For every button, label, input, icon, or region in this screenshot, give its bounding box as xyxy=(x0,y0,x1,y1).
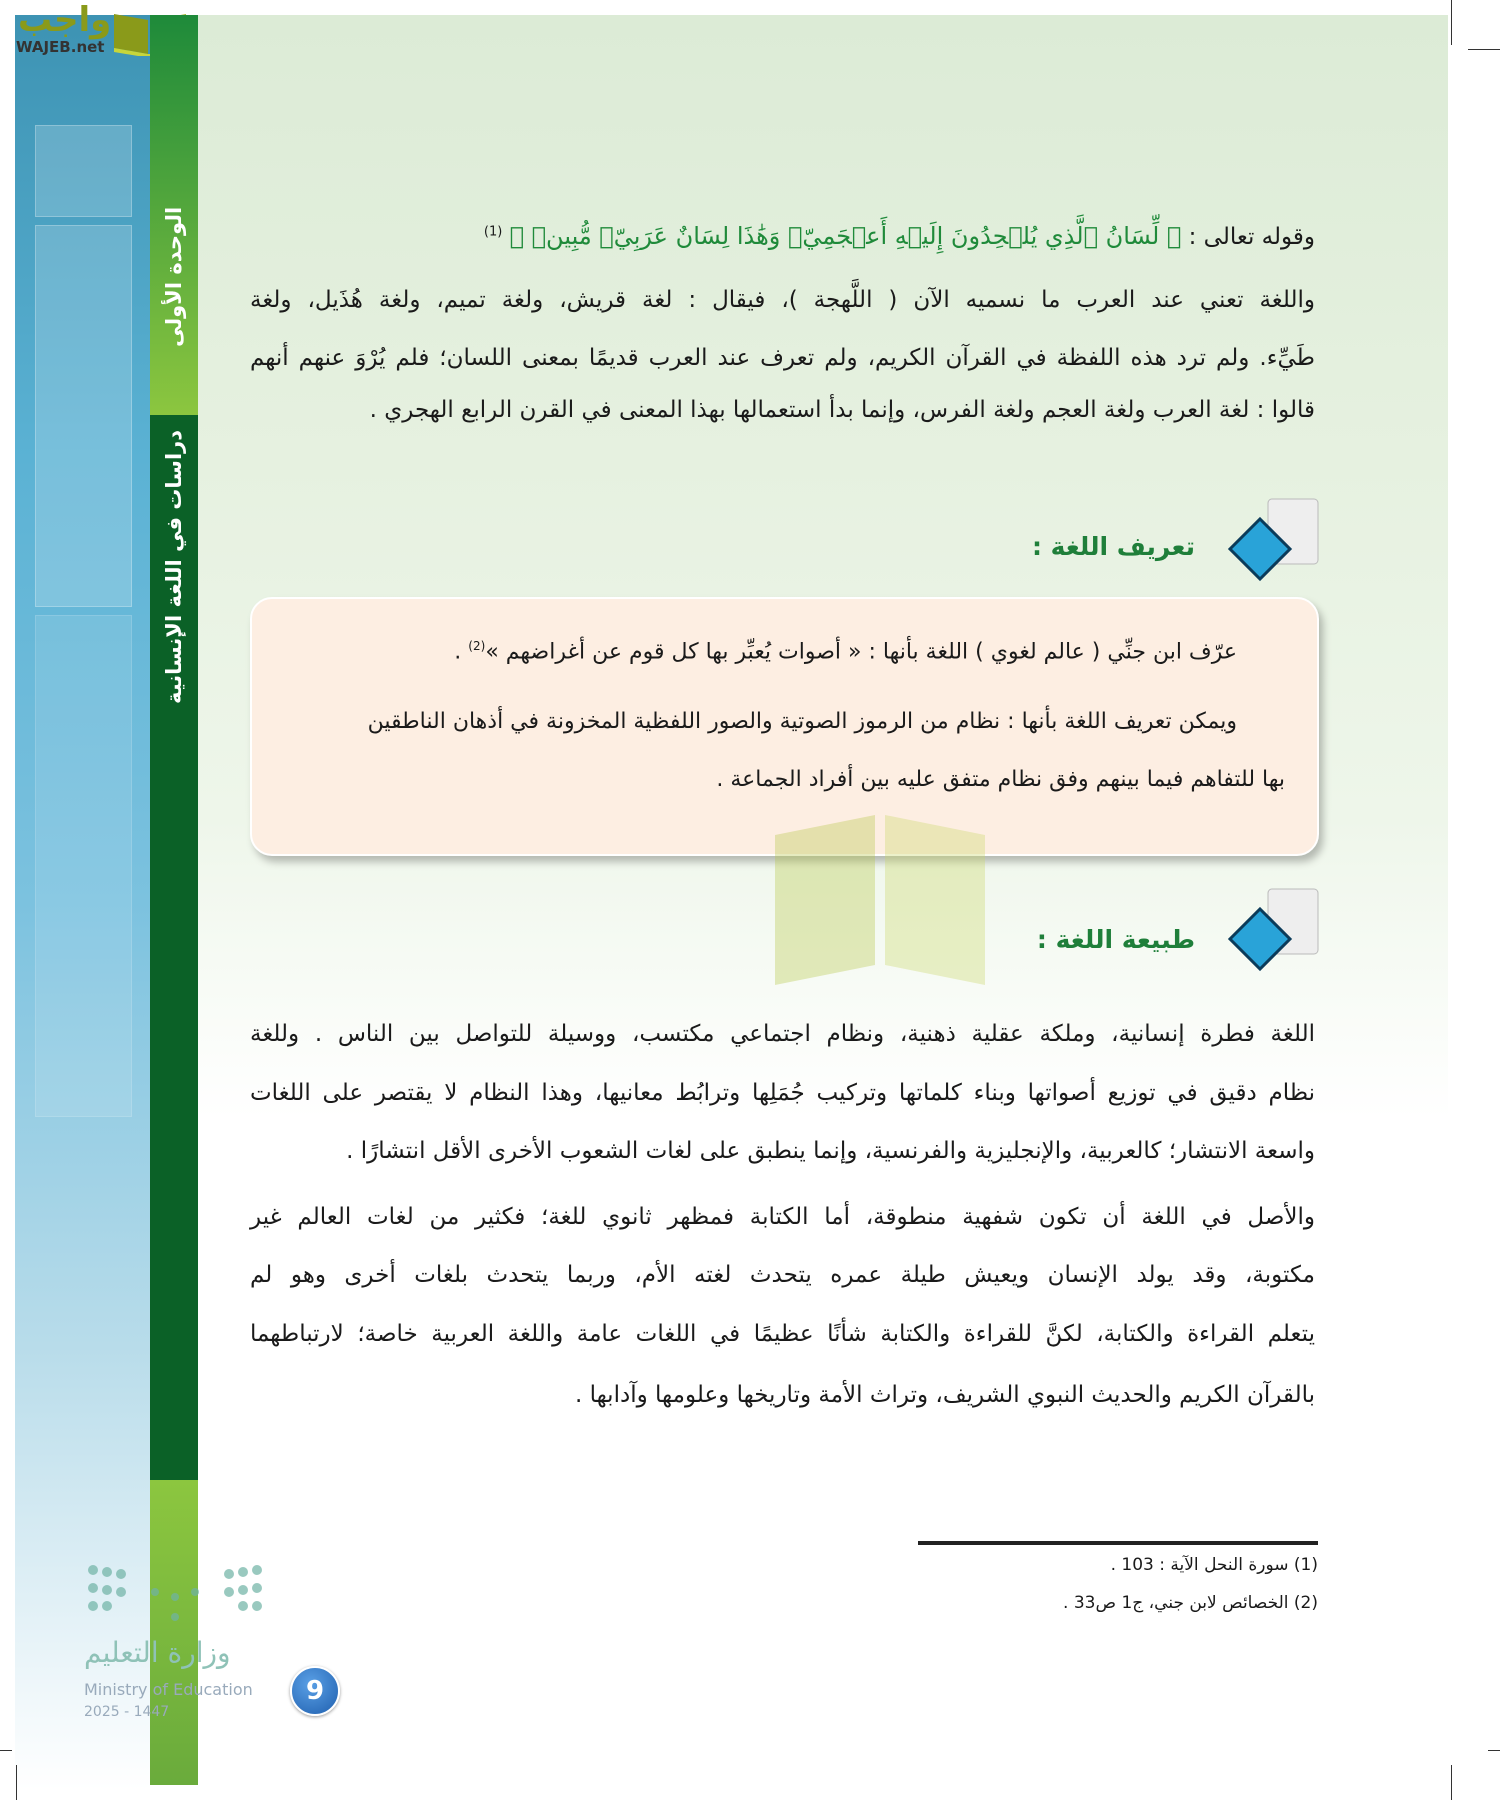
ministry-year: 2025 - 1447 xyxy=(84,1704,170,1720)
crop-mark xyxy=(1468,49,1500,50)
crop-mark xyxy=(1488,1750,1500,1751)
crop-mark xyxy=(1451,0,1452,45)
ministry-name-ar: وزارة التعليم xyxy=(84,1636,231,1669)
wajeb-watermark xyxy=(505,815,1005,990)
minaret-balcony xyxy=(35,125,132,217)
unit-label: الوحدة الأولى xyxy=(162,206,186,347)
logo-latin: WAJEB.net xyxy=(16,38,105,56)
footnote: (1) سورة النحل الآية : 103 . xyxy=(1110,1555,1318,1575)
crop-mark xyxy=(16,1765,17,1800)
nature-line: اللغة فطرة إنسانية، وملكة عقلية ذهنية، ونظام اجتماعي مكتسب، ووسيلة للتواصل بين الناس . وللغة xyxy=(250,1021,1315,1047)
nature-line: يتعلم القراءة والكتابة، لكنَّ للقراءة والكتابة شأنًا عظيمًا في اللغات عامة واللغة العربية خاصة؛ لارتباطهما xyxy=(250,1321,1315,1347)
section-diamond-icon xyxy=(1228,887,1323,982)
strip-bottom xyxy=(150,1480,198,1785)
logo-arabic: واجب xyxy=(18,0,112,40)
watermark-book-icon xyxy=(505,815,1005,990)
ayah-line xyxy=(250,222,1315,250)
definition-line: بها للتفاهم فيما بينهم وفق نظام متفق عليه بين أفراد الجماعة . xyxy=(716,767,1285,792)
nature-line: واسعة الانتشار؛ كالعربية، والإنجليزية والفرنسية، وإنما ينطبق على لغات الشعوب الأخرى الأقل انتشارًا . xyxy=(346,1138,1315,1164)
intro-line: قالوا : لغة العرب ولغة العجم ولغة الفرس، وإنما بدأ استعمالها بهذا المعنى في القرن الرابع الهجري . xyxy=(369,397,1315,423)
nature-line: نظام دقيق في توزيع أصواتها وبناء كلماتها وتركيب جُمَلِها وترابُط معانيها، وهذا النظام لا يقتصر على اللغات xyxy=(250,1080,1315,1106)
definition-line: عرّف ابن جنِّي ( عالم لغوي ) اللغة بأنها : « أصوات يُعبِّر بها كل قوم عن أغراضهم »$^{(2)}$ . xyxy=(454,639,1237,665)
crop-mark xyxy=(1451,1765,1452,1800)
quran-verse: ﴿ لِّسَانُ ٱلَّذِي يُلۡحِدُونَ إِلَيۡهِ أَعۡجَمِيّٞ وَهَٰذَا لِسَانٌ عَرَبِيّٞ مُّبِينٞ ﴾ xyxy=(509,222,1182,250)
ministry-logo-dots xyxy=(85,1562,265,1627)
definition-line: ويمكن تعريف اللغة بأنها : نظام من الرموز الصوتية والصور اللفظية المخزونة في أذهان الناطقين xyxy=(367,709,1237,734)
section-diamond-icon xyxy=(1228,497,1323,592)
definition-heading: تعريف اللغة : xyxy=(1031,532,1195,561)
footnote-ref[interactable]: (1) xyxy=(483,224,503,240)
footnote-ref[interactable]: (2) xyxy=(468,639,486,653)
crop-mark xyxy=(0,1750,12,1751)
ayah-prefix: وقوله تعالى : xyxy=(1188,224,1315,250)
nature-line: مكتوبة، وقد يولد الإنسان ويعيش طيلة عمره يتحدث لغته الأم، وربما يتحدث بلغات أخرى وهو لم xyxy=(250,1262,1315,1288)
definition-text: عرّف ابن جنِّي ( عالم لغوي ) اللغة بأنها : « أصوات يُعبِّر بها كل قوم عن أغراضهم » xyxy=(485,639,1237,665)
nature-line: والأصل في اللغة أن تكون شفهية منطوقة، أما الكتابة فمظهر ثانوي للغة؛ فكثير من لغات العالم غير xyxy=(250,1204,1315,1230)
subject-label: دراسات في اللغة الإنسانية xyxy=(162,429,186,705)
footnote: (2) الخصائص لابن جني، ج1 ص33 . xyxy=(1063,1593,1318,1613)
intro-line: طَيِّء. ولم ترد هذه اللفظة في القرآن الكريم، ولم تعرف عند العرب قديمًا بمعنى اللسان؛ فلم يُرْوَ عنهم أنهم xyxy=(250,345,1315,371)
minaret-image xyxy=(15,15,150,1790)
page-number-badge: 9 xyxy=(290,1666,340,1716)
nature-line: بالقرآن الكريم والحديث النبوي الشريف، وتراث الأمة وتاريخها وعلومها وآدابها . xyxy=(574,1382,1315,1408)
minaret-lower xyxy=(35,615,132,1117)
nature-heading: طبيعة اللغة : xyxy=(1036,925,1195,954)
footnote-divider xyxy=(918,1541,1318,1545)
minaret-body xyxy=(35,225,132,607)
intro-line: واللغة تعني عند العرب ما نسميه الآن ( اللَّهجة )، فيقال : لغة قريش، ولغة تميم، ولغة هُذَيل، ولغة xyxy=(250,287,1315,313)
ministry-name-en: Ministry of Education xyxy=(84,1680,253,1699)
